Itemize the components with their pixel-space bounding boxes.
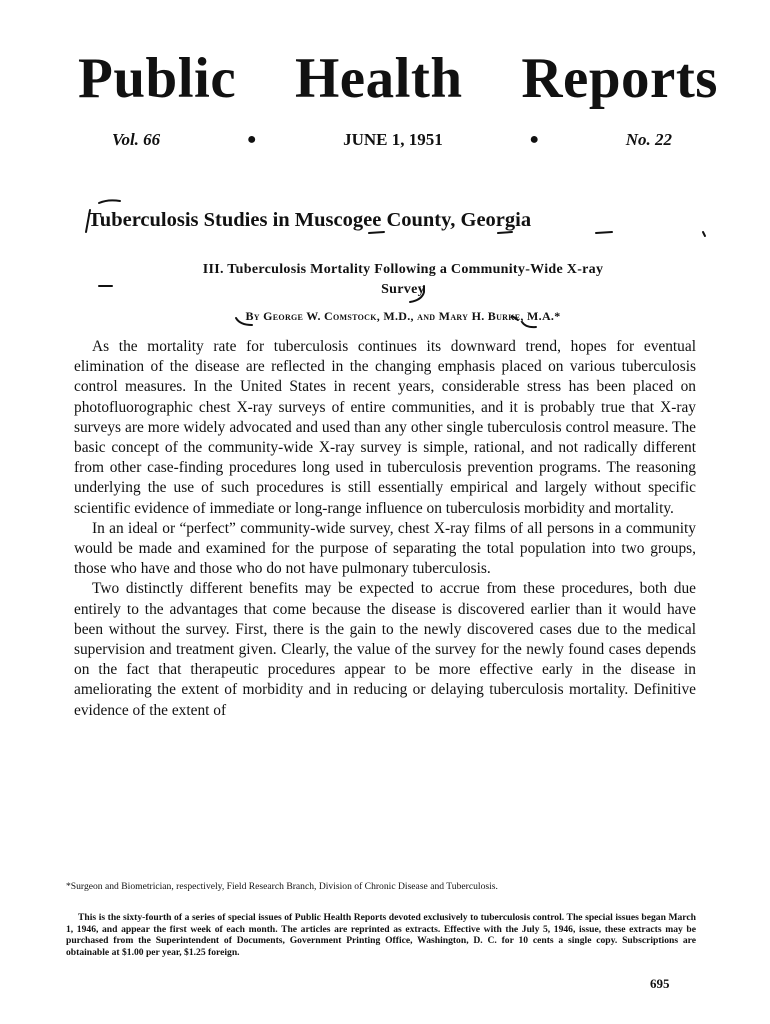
affiliation-footnote: *Surgeon and Biometrician, respectively, Field Research Branch, Division of Chronic Disease and Tuberculosis. <box>66 881 498 892</box>
masthead-word-3: Reports <box>521 47 718 110</box>
issue-number: No. 22 <box>625 130 672 149</box>
subtitle-line-1: III. Tuberculosis Mortality Following a Community-Wide X-ray <box>202 262 604 277</box>
author-byline: By George W. Comstock, M.D., and Mary H. Burke, M.A.* <box>245 309 561 323</box>
issue-info-line <box>112 130 672 150</box>
journal-masthead <box>78 47 718 110</box>
subtitle-line-2: Survey <box>381 282 425 297</box>
page-number: 695 <box>650 976 670 991</box>
masthead-word-1: Public <box>78 47 237 110</box>
article-title: Tuberculosis Studies in Muscogee County, Georgia <box>88 209 532 231</box>
issue-date: JUNE 1, 1951 <box>343 130 443 149</box>
article-body <box>74 337 696 721</box>
article-subtitle <box>100 260 706 300</box>
masthead-word-2: Health <box>294 47 463 110</box>
separator-bullet: ● <box>246 131 257 148</box>
volume-label: Vol. 66 <box>112 130 161 149</box>
body-paragraph: Two distinctly different benefits may be expected to accrue from these procedures, both due entirely to the advantages that come because the disease is discovered earlier than it would have been without the survey. First, there is the gain to the newly discovered cases due to the medical supervision and treatment given. Clearly, the value of the survey for the newly found cases depends on the fact that therapeutic procedures appear to be more effective early in the disease in ameliorating the extent of morbidity and in reducing or delaying tuberculosis mortality. Definitive evidence of the extent of <box>74 580 696 719</box>
separator-bullet: ● <box>529 131 540 148</box>
series-footnote: This is the sixty-fourth of a series of special issues of Public Health Reports devoted exclusively to tuberculosis control. The special issues began March 1, 1946, and appear the first week of each month. The articles are reprinted as extracts. Effective with the July 5, 1946, issue, these extracts may be purchased from the Superintendent of Documents, Government Printing Office, Washington, D. C. for 10 cents a single copy. Subscriptions are obtainable at $1.00 per year, $1.25 foreign. <box>66 912 696 958</box>
body-paragraph: In an ideal or “perfect” community-wide survey, chest X-ray films of all persons in a community would be made and examined for the purpose of separating the total population into two groups, those who have and those who do not have pulmonary tuberculosis. <box>74 519 696 578</box>
body-paragraph: As the mortality rate for tuberculosis continues its downward trend, hopes for eventual elimination of the disease are reflected in the changing emphasis placed on various tuberculosis control measures. In the United States in recent years, considerable stress has been placed on photofluorographic chest X-ray surveys of entire communities, and it is probably true that X-ray surveys are more widely advocated and used than any other single tuberculosis control measure. The basic concept of the community-wide X-ray survey is simple, rational, and not radically different from other case-finding procedures long used in tuberculosis prevention programs. The reasoning underlying the use of such procedures is still essentially empirical and largely without specific scientific evidence of immediate or long-range influence on tuberculosis morbidity and mortality. <box>74 338 696 517</box>
